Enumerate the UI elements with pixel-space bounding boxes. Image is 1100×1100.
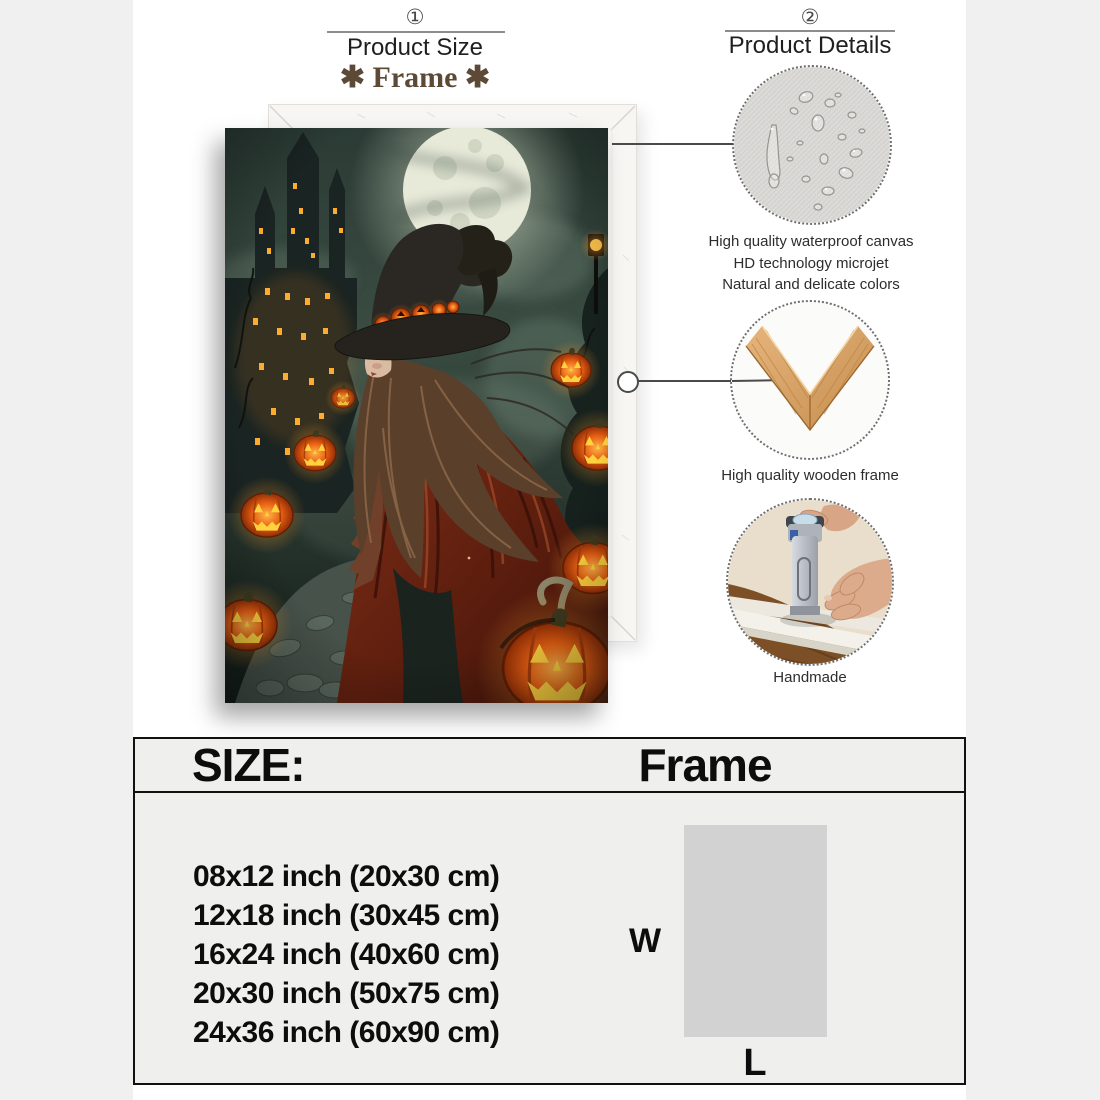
halloween-witch-poster <box>225 128 608 703</box>
product-size-title: Product Size <box>346 34 484 61</box>
frame-type-label: ✱ Frame ✱ <box>339 61 491 94</box>
canvas-caption <box>688 231 934 296</box>
length-label: L <box>743 1042 767 1084</box>
size-chart-divider <box>135 791 964 793</box>
canvas-caption-line: HD technology microjet <box>733 254 889 272</box>
step-2-number: ② <box>800 6 820 29</box>
frame-dimension-diagram <box>684 825 827 1037</box>
step-1-underline <box>327 31 505 33</box>
width-label: W <box>628 922 662 960</box>
canvas-caption-line: Natural and delicate colors <box>722 276 900 293</box>
handmade-image <box>726 498 894 666</box>
wooden-frame-caption: High quality wooden frame <box>721 467 899 484</box>
size-chart-title: SIZE: <box>192 739 305 791</box>
wooden-frame-corner-image <box>730 300 890 460</box>
leader-dot-frame <box>617 371 639 393</box>
poster-artwork <box>225 128 608 703</box>
size-chart <box>133 737 966 1085</box>
canvas-caption-line: High quality waterproof canvas <box>708 233 914 250</box>
size-option: 20x30 inch (50x75 cm) <box>193 977 500 1010</box>
product-details-title: Product Details <box>728 32 892 59</box>
leader-line-frame <box>636 380 731 382</box>
handmade-caption: Handmade <box>773 669 847 686</box>
step-1-number: ① <box>405 6 425 29</box>
waterproof-canvas-image <box>732 65 892 225</box>
size-option: 12x18 inch (30x45 cm) <box>193 899 500 932</box>
size-option: 08x12 inch (20x30 cm) <box>193 860 500 893</box>
size-chart-column-frame: Frame <box>638 739 772 791</box>
size-option: 24x36 inch (60x90 cm) <box>193 1016 500 1049</box>
leader-line-canvas <box>612 143 733 145</box>
size-options-list <box>193 857 499 1052</box>
size-option: 16x24 inch (40x60 cm) <box>193 938 500 971</box>
